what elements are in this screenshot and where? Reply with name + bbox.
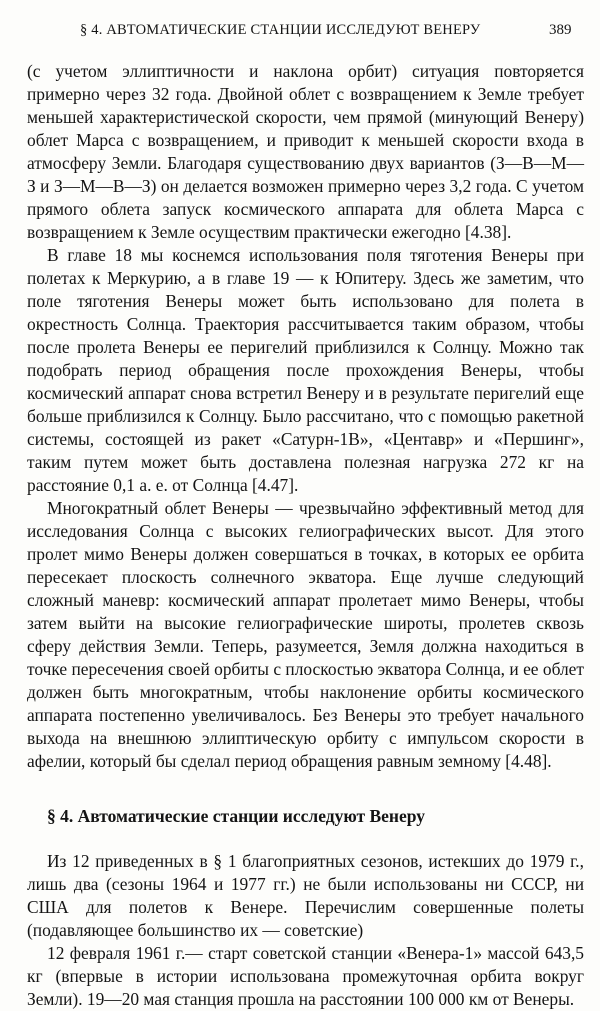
- paragraph: (с учетом эллиптичности и наклона орбит) ситуация повторяется примерно через 32 года. Двойной облет с возвращением к Земле требует меньшей характеристической скорости, чем прямой (минующий Венеру) облет Марса с возвращением, и приводит к меньшей скорости входа в атмосферу Земли. Благодаря существованию двух вариантов (З—В—М—З и З—М—В—З) он делается возможен примерно через 3,2 года. С учетом прямого облета запуск космического аппарата для облета Марса с возвращением к Земле осуществим практически ежегодно [4.38].: [27, 61, 584, 242]
- running-head: [0, 22, 600, 48]
- running-title: § 4. АВТОМАТИЧЕСКИЕ СТАНЦИИ ИССЛЕДУЮТ ВЕНЕРУ: [80, 22, 481, 38]
- page-number: 389: [549, 22, 572, 38]
- body-text: [27, 60, 584, 1011]
- section-heading: § 4. Автоматические станции исследуют Венеру: [47, 806, 426, 826]
- paragraph: Из 12 приведенных в § 1 благоприятных сезонов, истекших до 1979 г., лишь два (сезоны 1964 и 1977 гг.) не были использованы ни СССР, ни США для полетов к Венере. Перечислим совершенные полеты (подавляющее большинство их — советские): [27, 851, 584, 940]
- paragraph: 12 февраля 1961 г.— старт советской станции «Венера-1» массой 643,5 кг (впервые в истории использована промежуточная орбита вокруг Земли). 19—20 мая станция прошла на расстоянии 100 000 км от Венеры.: [27, 943, 584, 1009]
- paragraph: Многократный облет Венеры — чрезвычайно эффективный метод для исследования Солнца с высоких гелиографических высот. Для этого пролет мимо Венеры должен совершаться в точках, в которых ее орбита пересекает плоскость солнечного экватора. Еще лучше следующий сложный маневр: космический аппарат пролетает мимо Венеры, чтобы затем выйти на высокие гелиографические широты, пролетев сквозь сферу действия Земли. Теперь, разумеется, Земля должна находиться в точке пересечения своей орбиты с плоскостью экватора Солнца, и ее облет должен быть многократным, чтобы наклонение орбиты космического аппарата постепенно увеличивалось. Без Венеры это требует начального выхода на внешнюю эллиптическую орбиту с импульсом скорости в афелии, который бы сделал период обращения равным земному [4.48].: [27, 498, 584, 771]
- paragraph: В главе 18 мы коснемся использования поля тяготения Венеры при полетах к Меркурию, а в главе 19 — к Юпитеру. Здесь же заметим, что поле тяготения Венеры может быть использовано для полета в окрестность Солнца. Траектория рассчитывается таким образом, чтобы после пролета Венеры ее перигелий приблизился к Солнцу. Можно так подобрать период обращения после прохождения Венеры, чтобы космический аппарат снова встретил Венеру и в результате перигелий еще больше приблизился к Солнцу. Было рассчитано, что с помощью ракетной системы, состоящей из ракет «Сатурн-1В», «Центавр» и «Першинг», таким путем может быть доставлена полезная нагрузка 272 кг на расстояние 0,1 а. е. от Солнца [4.47].: [27, 245, 584, 495]
